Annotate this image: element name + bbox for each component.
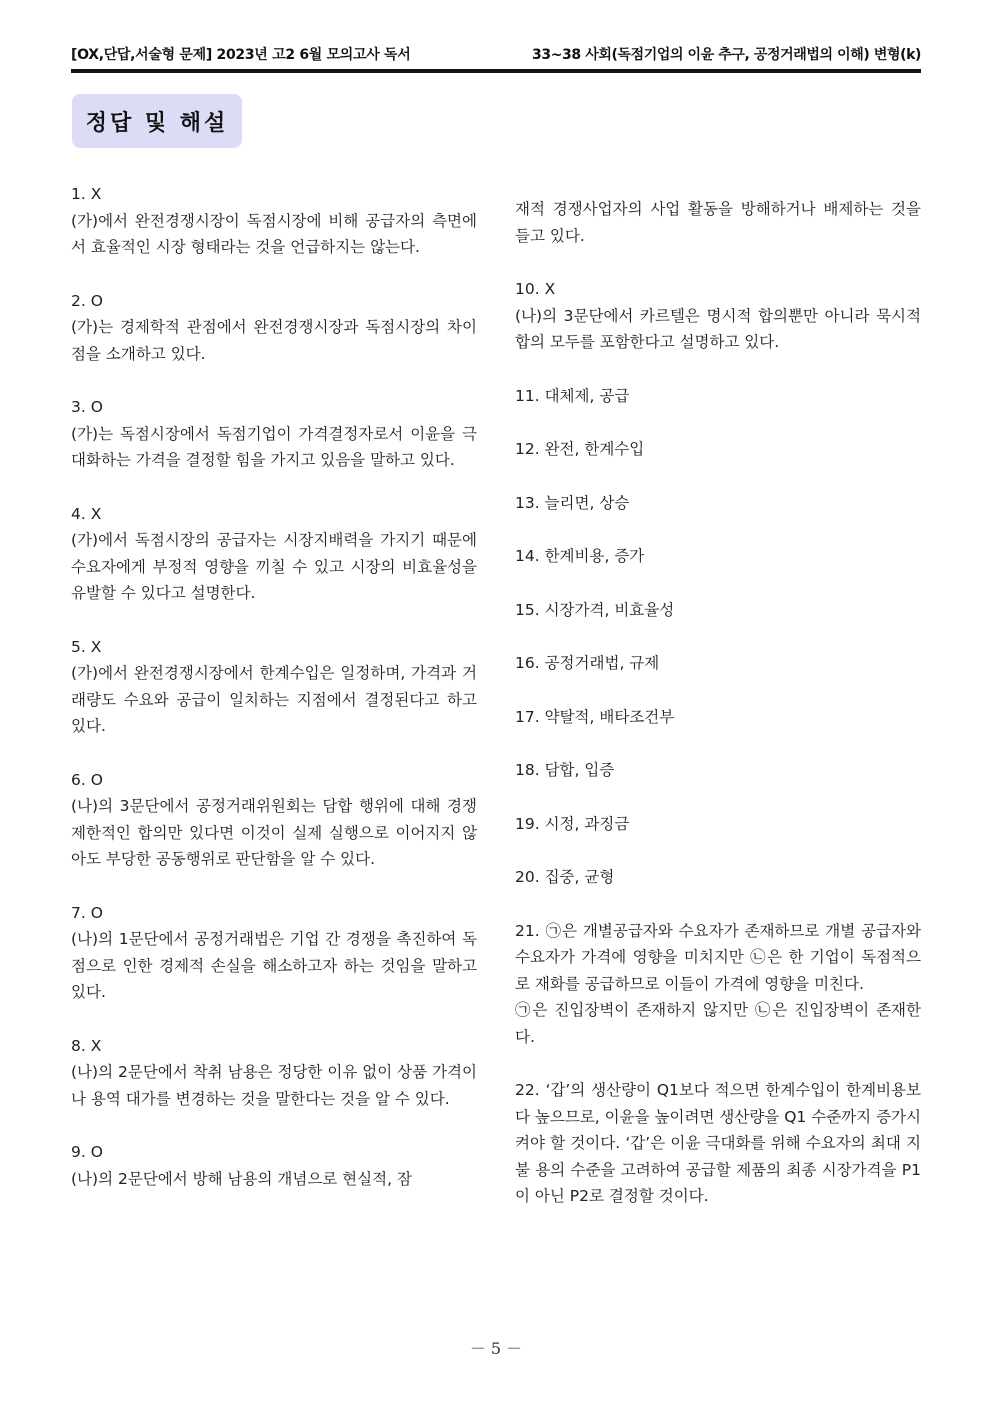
answer-number: 10. X xyxy=(515,280,556,298)
answer-number: 4. X xyxy=(71,504,102,523)
answer-short: 18. 담합, 입증 xyxy=(515,761,615,779)
answer-number: 6. O xyxy=(71,770,103,789)
answer-text-continued: ㉠은 진입장벽이 존재하지 않지만 ㉡은 진입장벽이 존재한다. xyxy=(515,1001,921,1046)
answer-item xyxy=(71,181,477,261)
answer-number: 2. O xyxy=(71,291,103,310)
page-number: － 5 － xyxy=(469,1339,523,1358)
answer-item xyxy=(515,436,921,463)
answer-text: (가)에서 완전경쟁시장에서 한계수입은 일정하며, 가격과 거래량도 수요와 공급이 일치하는 지점에서 결정된다고 하고 있다. xyxy=(71,664,477,735)
answer-number: 9. O xyxy=(71,1143,103,1161)
answer-text: 21. ㉠은 개별공급자와 수요자가 존재하므로 개별 공급자와 수요자가 가격에 영향을 미치지만 ㉡은 한 기업이 독점적으로 재화를 공급하므로 이들이 가격에 영향을 미친다. xyxy=(515,921,921,993)
answer-short: 12. 완전, 한계수입 xyxy=(515,440,645,458)
answer-item xyxy=(515,276,921,356)
answer-item-continued xyxy=(515,196,921,249)
answer-item xyxy=(515,543,921,570)
answer-item xyxy=(515,650,921,677)
answer-item xyxy=(71,394,477,474)
answer-item xyxy=(515,383,921,410)
header-right-title: 33~38 사회(독점기업의 이윤 추구, 공정거래법의 이해) 변형(k) xyxy=(532,47,921,63)
answer-number: 5. X xyxy=(71,637,102,656)
answer-short: 20. 집중, 균형 xyxy=(515,868,615,886)
header-rule xyxy=(71,69,921,73)
answer-item xyxy=(71,501,477,607)
answer-text: (나)의 2문단에서 방해 남용의 개념으로 현실적, 잠 xyxy=(71,1169,412,1188)
answer-item xyxy=(71,1033,477,1113)
answer-item xyxy=(515,704,921,731)
answer-text: (나)의 2문단에서 착취 남용은 정당한 이유 없이 상품 가격이나 용역 대가를 변경하는 것을 말한다는 것을 알 수 있다. xyxy=(71,1063,477,1108)
answer-item xyxy=(515,864,921,891)
answer-number: 1. X xyxy=(71,185,102,203)
answer-short: 19. 시정, 과징금 xyxy=(515,814,630,833)
header-left-title: [OX,단답,서술형 문제] 2023년 고2 6월 모의고사 독서 xyxy=(71,47,411,63)
answer-short: 13. 늘리면, 상승 xyxy=(515,493,630,512)
page-header xyxy=(71,44,921,66)
answer-item xyxy=(71,1139,477,1192)
left-column xyxy=(71,181,477,1219)
answer-item xyxy=(71,900,477,1006)
answer-text: (가)에서 완전경쟁시장이 독점시장에 비해 공급자의 측면에서 효율적인 시장 형태라는 것을 언급하지는 않는다. xyxy=(71,211,477,256)
answer-text: (가)는 경제학적 관점에서 완전경쟁시장과 독점시장의 차이점을 소개하고 있다. xyxy=(71,318,477,363)
answer-text: (나)의 3문단에서 카르텔은 명시적 합의뿐만 아니라 묵시적 합의 모두를 포함한다고 설명하고 있다. xyxy=(515,306,921,351)
answer-text: (나)의 3문단에서 공정거래위원회는 담합 행위에 대해 경쟁 제한적인 합의만 있다면 이것이 실제 실행으로 이어지지 않아도 부당한 공동행위로 판단함을 알 수 있다. xyxy=(71,797,477,868)
answer-text: 재적 경쟁사업자의 사업 활동을 방해하거나 배제하는 것을 들고 있다. xyxy=(515,200,921,245)
answer-text: (가)에서 독점시장의 공급자는 시장지배력을 가지기 때문에 수요자에게 부정적 영향을 끼칠 수 있고 시장의 비효율성을 유발할 수 있다고 설명한다. xyxy=(71,531,477,602)
answer-short: 17. 약탈적, 배타조건부 xyxy=(515,707,675,726)
answer-short: 16. 공정거래법, 규제 xyxy=(515,654,660,672)
answer-item xyxy=(515,1077,921,1210)
answer-short: 14. 한계비용, 증가 xyxy=(515,547,645,565)
answer-item xyxy=(515,811,921,838)
answer-short: 11. 대체제, 공급 xyxy=(515,386,630,405)
answer-text: (가)는 독점시장에서 독점기업이 가격결정자로서 이윤을 극대화하는 가격을 결정할 힘을 가지고 있음을 말하고 있다. xyxy=(71,424,477,469)
answer-text: (나)의 1문단에서 공정거래법은 기업 간 경쟁을 촉진하여 독점으로 인한 경제적 손실을 해소하고자 하는 것임을 말하고 있다. xyxy=(71,930,477,1001)
right-column xyxy=(515,196,921,1237)
answer-item xyxy=(71,634,477,740)
answer-text: 22. ‘갑’의 생산량이 Q1보다 적으면 한계수입이 한계비용보다 높으므로, 이윤을 높이려면 생산량을 Q1 수준까지 증가시켜야 할 것이다. ‘갑’은 이윤 극대화를 위해 수요자의 최대 지불 용의 수준을 고려하여 공급할 제품의 최종 시장가격을 P1이 아닌 P2로 결정할 것이다. xyxy=(515,1081,921,1205)
answer-item xyxy=(71,767,477,873)
answer-item xyxy=(515,757,921,784)
section-title: 정답 및 해설 xyxy=(85,110,229,136)
answer-item xyxy=(515,918,921,1051)
answer-item xyxy=(71,288,477,368)
answer-item xyxy=(515,597,921,624)
answer-item xyxy=(515,490,921,517)
answer-number: 8. X xyxy=(71,1036,102,1055)
answer-number: 7. O xyxy=(71,903,103,922)
answer-short: 15. 시장가격, 비효율성 xyxy=(515,600,675,619)
answer-number: 3. O xyxy=(71,398,103,416)
section-title-box xyxy=(72,94,242,148)
